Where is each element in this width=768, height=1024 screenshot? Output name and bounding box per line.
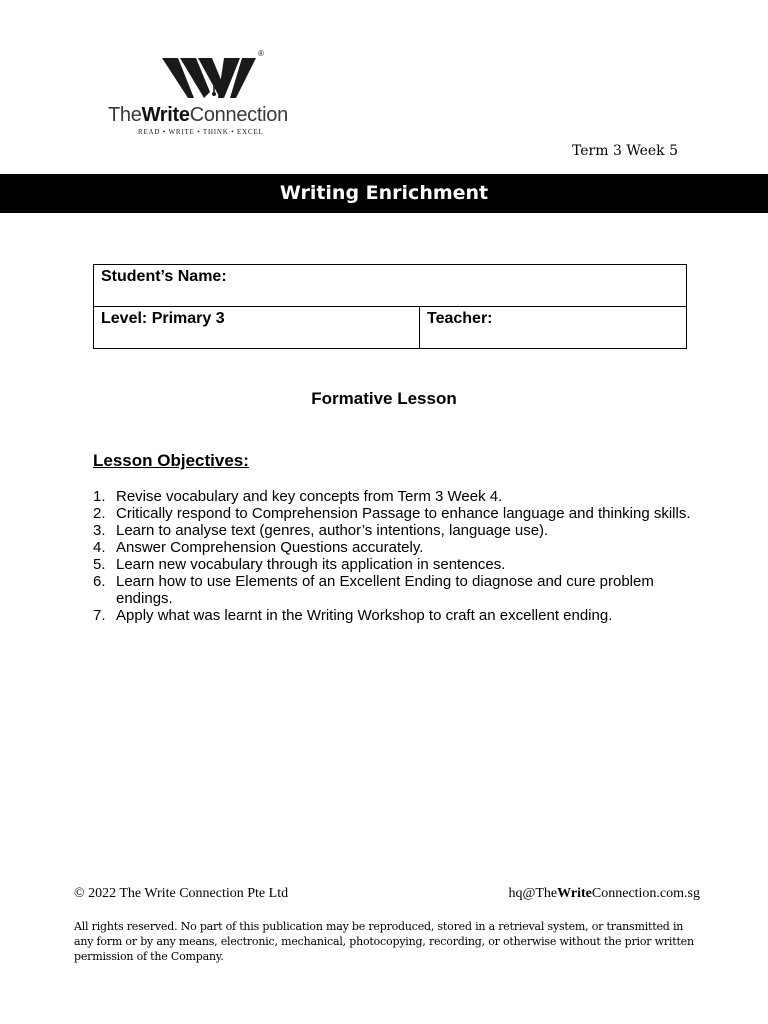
level-label: Level: Primary 3	[101, 310, 225, 327]
list-item: 5. Learn new vocabulary through its application in sentences.	[93, 556, 506, 573]
lesson-title: Formative Lesson	[311, 389, 457, 408]
student-info-table	[93, 264, 687, 349]
list-item: 6. Learn how to use Elements of an Excellent Ending to diagnose and cure problem endings.	[93, 573, 654, 607]
teacher-label: Teacher:	[427, 310, 493, 327]
list-item: 1. Revise vocabulary and key concepts from Term 3 Week 4.	[93, 488, 503, 505]
registered-mark: ®	[258, 49, 264, 58]
objectives-list	[93, 488, 693, 624]
brand-tagline: READ • WRITE • THINK • EXCEL	[138, 128, 264, 136]
student-name-label: Student’s Name:	[101, 268, 227, 285]
objectives-heading: Lesson Objectives:	[93, 451, 249, 470]
banner-title: Writing Enrichment	[0, 174, 768, 213]
footer-copyright: © 2022 The Write Connection Pte Ltd	[74, 886, 289, 901]
write-connection-logo-icon	[158, 48, 268, 104]
company-logo	[108, 48, 318, 140]
rights-notice: All rights reserved. No part of this publication may be reproduced, stored in a retrieval system, or transmitted in any form or by any means, electronic, mechanical, photocopying, recording, or otherwise without the prior written permission of the Company.	[74, 920, 694, 963]
list-item: 7. Apply what was learnt in the Writing Workshop to craft an excellent ending.	[93, 607, 613, 624]
list-item: 4. Answer Comprehension Questions accurately.	[93, 539, 424, 556]
level-cell	[94, 307, 420, 348]
student-name-cell[interactable]	[94, 265, 686, 307]
footer-email[interactable]: hq@TheWriteConnection.com.sg	[508, 886, 700, 901]
brand-name: TheWriteConnection	[108, 104, 288, 126]
teacher-cell[interactable]	[420, 307, 686, 348]
list-item: 2. Critically respond to Comprehension Passage to enhance language and thinking skills.	[93, 505, 691, 522]
term-week-label: Term 3 Week 5	[572, 143, 678, 159]
list-item: 3. Learn to analyse text (genres, author’s intentions, language use).	[93, 522, 549, 539]
